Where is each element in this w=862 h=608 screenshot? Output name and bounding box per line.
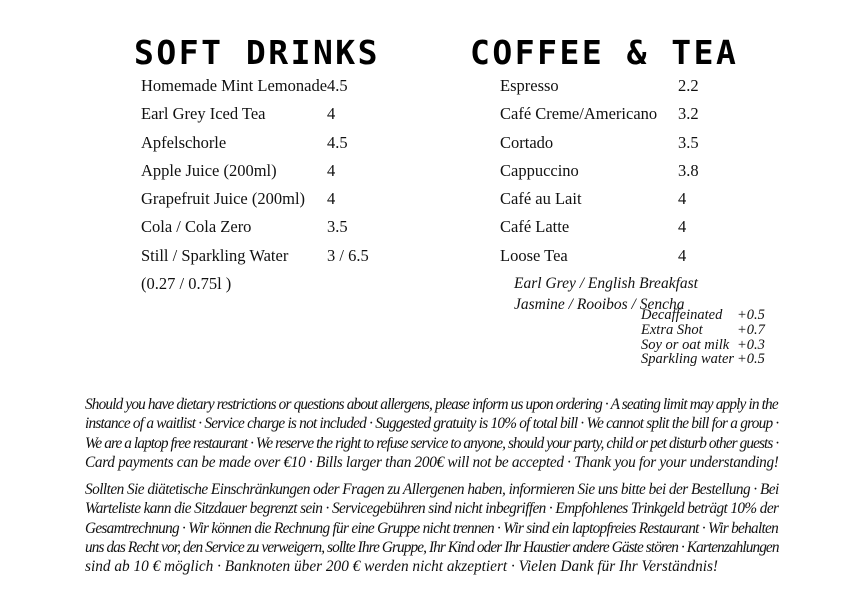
menu-item bbox=[500, 191, 760, 219]
menu-item-name: Café Latte bbox=[500, 217, 570, 237]
menu-item bbox=[141, 160, 391, 191]
policy-line: Should you have dietary restrictions or questions about allergens, please inform us upon ordering · A seating limit may apply in the bbox=[85, 396, 778, 413]
policy-line: Sollten Sie diätetische Einschränkungen oder Fragen zu Allergenen haben, informieren Sie uns bitte bei der Bestellung · Bei bbox=[85, 481, 779, 498]
addon-price: +0.7 bbox=[737, 321, 765, 338]
addon-item bbox=[641, 307, 765, 323]
menu-item-name: Homemade Mint Lemonade bbox=[141, 76, 328, 95]
menu-item-price: 4 bbox=[327, 160, 336, 180]
menu-item-price: 4 bbox=[327, 104, 336, 124]
policy-line: instance of a waitlist · Service charge is not included · Suggested gratuity is 10% of total bill · We cannot split the bill for a group · bbox=[85, 415, 779, 433]
addon-price: +0.5 bbox=[737, 351, 765, 368]
menu-list-soft-drinks bbox=[141, 78, 391, 302]
menu-item bbox=[141, 245, 391, 276]
menu-item-name: Cortado bbox=[500, 132, 554, 152]
policy-text-english bbox=[85, 395, 779, 472]
menu-item-price: 4 bbox=[678, 189, 687, 209]
addon-item bbox=[641, 351, 765, 368]
policy-text-german bbox=[85, 480, 779, 576]
menu-item-price: 4 bbox=[327, 189, 336, 209]
menu-item bbox=[500, 219, 760, 247]
menu-item bbox=[141, 106, 391, 134]
policy-line: Card payments can be made over €10 · Bills larger than 200€ will not be accepted · Thank you for your understanding! bbox=[85, 453, 779, 471]
tea-variety-line: Jasmine / Rooibos / Sencha bbox=[514, 296, 685, 314]
menu-item-price: 4.5 bbox=[327, 132, 348, 152]
menu-item bbox=[500, 78, 760, 106]
menu-item-name: Café au Lait bbox=[500, 189, 582, 209]
menu-item bbox=[141, 78, 391, 106]
section-title-soft-drinks: SOFT DRINKS bbox=[134, 33, 381, 72]
menu-item-price: 3.8 bbox=[678, 160, 699, 180]
menu-item-price: 3.5 bbox=[678, 132, 699, 152]
menu-item-name: Cola / Cola Zero bbox=[141, 217, 252, 237]
policy-line: Warteliste kann die Sitzdauer begrenzt sein · Servicegebühren sind nicht inbegriffen · Empfohlenes Trinkgeld beträgt 10% der bbox=[85, 500, 779, 518]
menu-item-price: 2.2 bbox=[678, 76, 699, 95]
menu-item-name: Cappuccino bbox=[500, 160, 579, 180]
menu-item-name: Apfelschorle bbox=[141, 132, 227, 152]
policy-line: uns das Recht vor, den Service zu verweigern, sollte Ihre Gruppe, Ihr Kind oder Ihr Haustier andere Gäste stören · Kartenzahlungen bbox=[85, 538, 779, 556]
menu-item-name: Apple Juice (200ml) bbox=[141, 160, 277, 180]
menu-item bbox=[500, 245, 760, 276]
tea-variety-line: Earl Grey / English Breakfast bbox=[514, 275, 698, 293]
addon-name: Decaffeinated bbox=[641, 307, 723, 323]
menu-item-price: 3.2 bbox=[678, 104, 699, 124]
policy-line: Gesamtrechnung · Wir können die Rechnung für eine Gruppe nicht trennen · Wir sind ein laptopfreies Restaurant · Wir behalten bbox=[85, 519, 779, 537]
menu-item-name: Earl Grey Iced Tea bbox=[141, 104, 266, 124]
addon-name: Sparkling water bbox=[641, 351, 735, 368]
policy-line: We are a laptop free restaurant · We reserve the right to refuse service to anyone, should your party, child or pet disturb other guests · bbox=[85, 434, 779, 452]
menu-item-price: 3 / 6.5 bbox=[327, 245, 369, 265]
addon-price: +0.3 bbox=[737, 336, 765, 353]
policy-line: sind ab 10 € möglich · Banknoten über 200 € werden nicht akzeptiert · Vielen Dank für Ihr Verständnis! bbox=[85, 558, 719, 576]
menu-list-coffee-tea bbox=[500, 78, 760, 318]
addon-list bbox=[641, 307, 765, 368]
addon-price: +0.5 bbox=[737, 307, 765, 323]
menu-item-price: 4 bbox=[678, 245, 687, 265]
menu-item bbox=[500, 106, 760, 134]
menu-item-name: Still / Sparkling Water bbox=[141, 245, 289, 265]
section-title-coffee-tea: COFFEE & TEA bbox=[470, 33, 739, 72]
menu-item-volume-note: (0.27 / 0.75l ) bbox=[141, 274, 232, 294]
menu-item-price: 4 bbox=[678, 217, 687, 237]
addon-name: Extra Shot bbox=[641, 321, 703, 338]
menu-item bbox=[141, 191, 391, 219]
menu-item-price: 3.5 bbox=[327, 217, 348, 237]
menu-item-price: 4.5 bbox=[327, 76, 348, 95]
menu-item-name: Loose Tea bbox=[500, 245, 568, 265]
menu-item-name: Espresso bbox=[500, 76, 559, 95]
addon-item bbox=[641, 321, 765, 338]
menu-item bbox=[500, 132, 760, 163]
menu-item-name: Café Creme/Americano bbox=[500, 104, 658, 124]
menu-item-name: Grapefruit Juice (200ml) bbox=[141, 189, 306, 209]
menu-item bbox=[141, 132, 391, 163]
menu-item bbox=[500, 160, 760, 191]
addon-item bbox=[641, 336, 765, 353]
menu-item bbox=[141, 219, 391, 247]
addon-name: Soy or oat milk bbox=[641, 336, 730, 353]
